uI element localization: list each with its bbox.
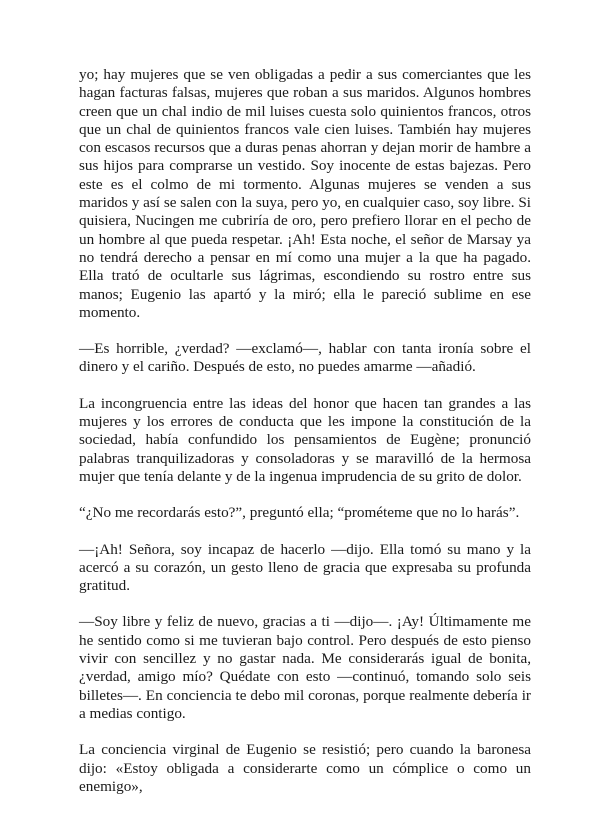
paragraph: —Es horrible, ¿verdad? —exclamó—, hablar con tanta ironía sobre el dinero y el cariño. Después de esto, no puedes amarme —añadió.	[79, 340, 531, 376]
paragraph: —¡Ah! Señora, soy incapaz de hacerlo —dijo. Ella tomó su mano y la acercó a su corazón, un gesto lleno de gracia que expresaba su profunda gratitud.	[79, 540, 531, 595]
paragraph: yo; hay mujeres que se ven obligadas a pedir a sus comerciantes que les hagan facturas falsas, mujeres que roban a sus maridos. Algunos hombres creen que un chal indio de mil luises cuesta solo quinientos francos, otros que un chal de quinientos francos vale cien luises. También hay mujeres con escasos recursos que a duras penas ahorran y dejan morir de hambre a sus hijos para comprarse un vestido. Soy inocente de estas bajezas. Pero este es el colmo de mi tormento. Algunas mujeres se venden a sus maridos y así se salen con la suya, pero yo, en cualquier caso, soy libre. Si quisiera, Nucingen me cubriría de oro, pero prefiero llorar en el pecho de un hombre al que pueda respetar. ¡Ah! Esta noche, el señor de Marsay ya no tendrá derecho a pensar en mí como una mujer a la que ha pagado. Ella trató de ocultarle sus lágrimas, escondiendo su rostro entre sus manos; Eugenio las apartó y la miró; ella le pareció sublime en ese momento.	[79, 66, 531, 321]
document-page	[79, 66, 531, 814]
paragraph: —Soy libre y feliz de nuevo, gracias a ti —dijo—. ¡Ay! Últimamente me he sentido como si me tuvieran bajo control. Pero después de esto pienso vivir con sencillez y no gastar nada. Me considerarás igual de bonita, ¿verdad, amigo mío? Quédate con esto —continuó, tomando solo seis billetes—. En conciencia te debo mil coronas, porque realmente debería ir a medias contigo.	[79, 613, 531, 722]
paragraph: La conciencia virginal de Eugenio se resistió; pero cuando la baronesa dijo: «Estoy obligada a considerarte como un cómplice o como un enemigo»,	[79, 741, 531, 795]
paragraph: La incongruencia entre las ideas del honor que hacen tan grandes a las mujeres y los errores de conducta que les impone la constitución de la sociedad, había confundido los pensamientos de Eugène; pronunció palabras tranquilizadoras y consoladoras y se maravilló de la hermosa mujer que tenía delante y de la ingenua imprudencia de su grito de dolor.	[79, 394, 531, 485]
paragraph: “¿No me recordarás esto?”, preguntó ella; “prométeme que no lo harás”.	[79, 504, 520, 522]
